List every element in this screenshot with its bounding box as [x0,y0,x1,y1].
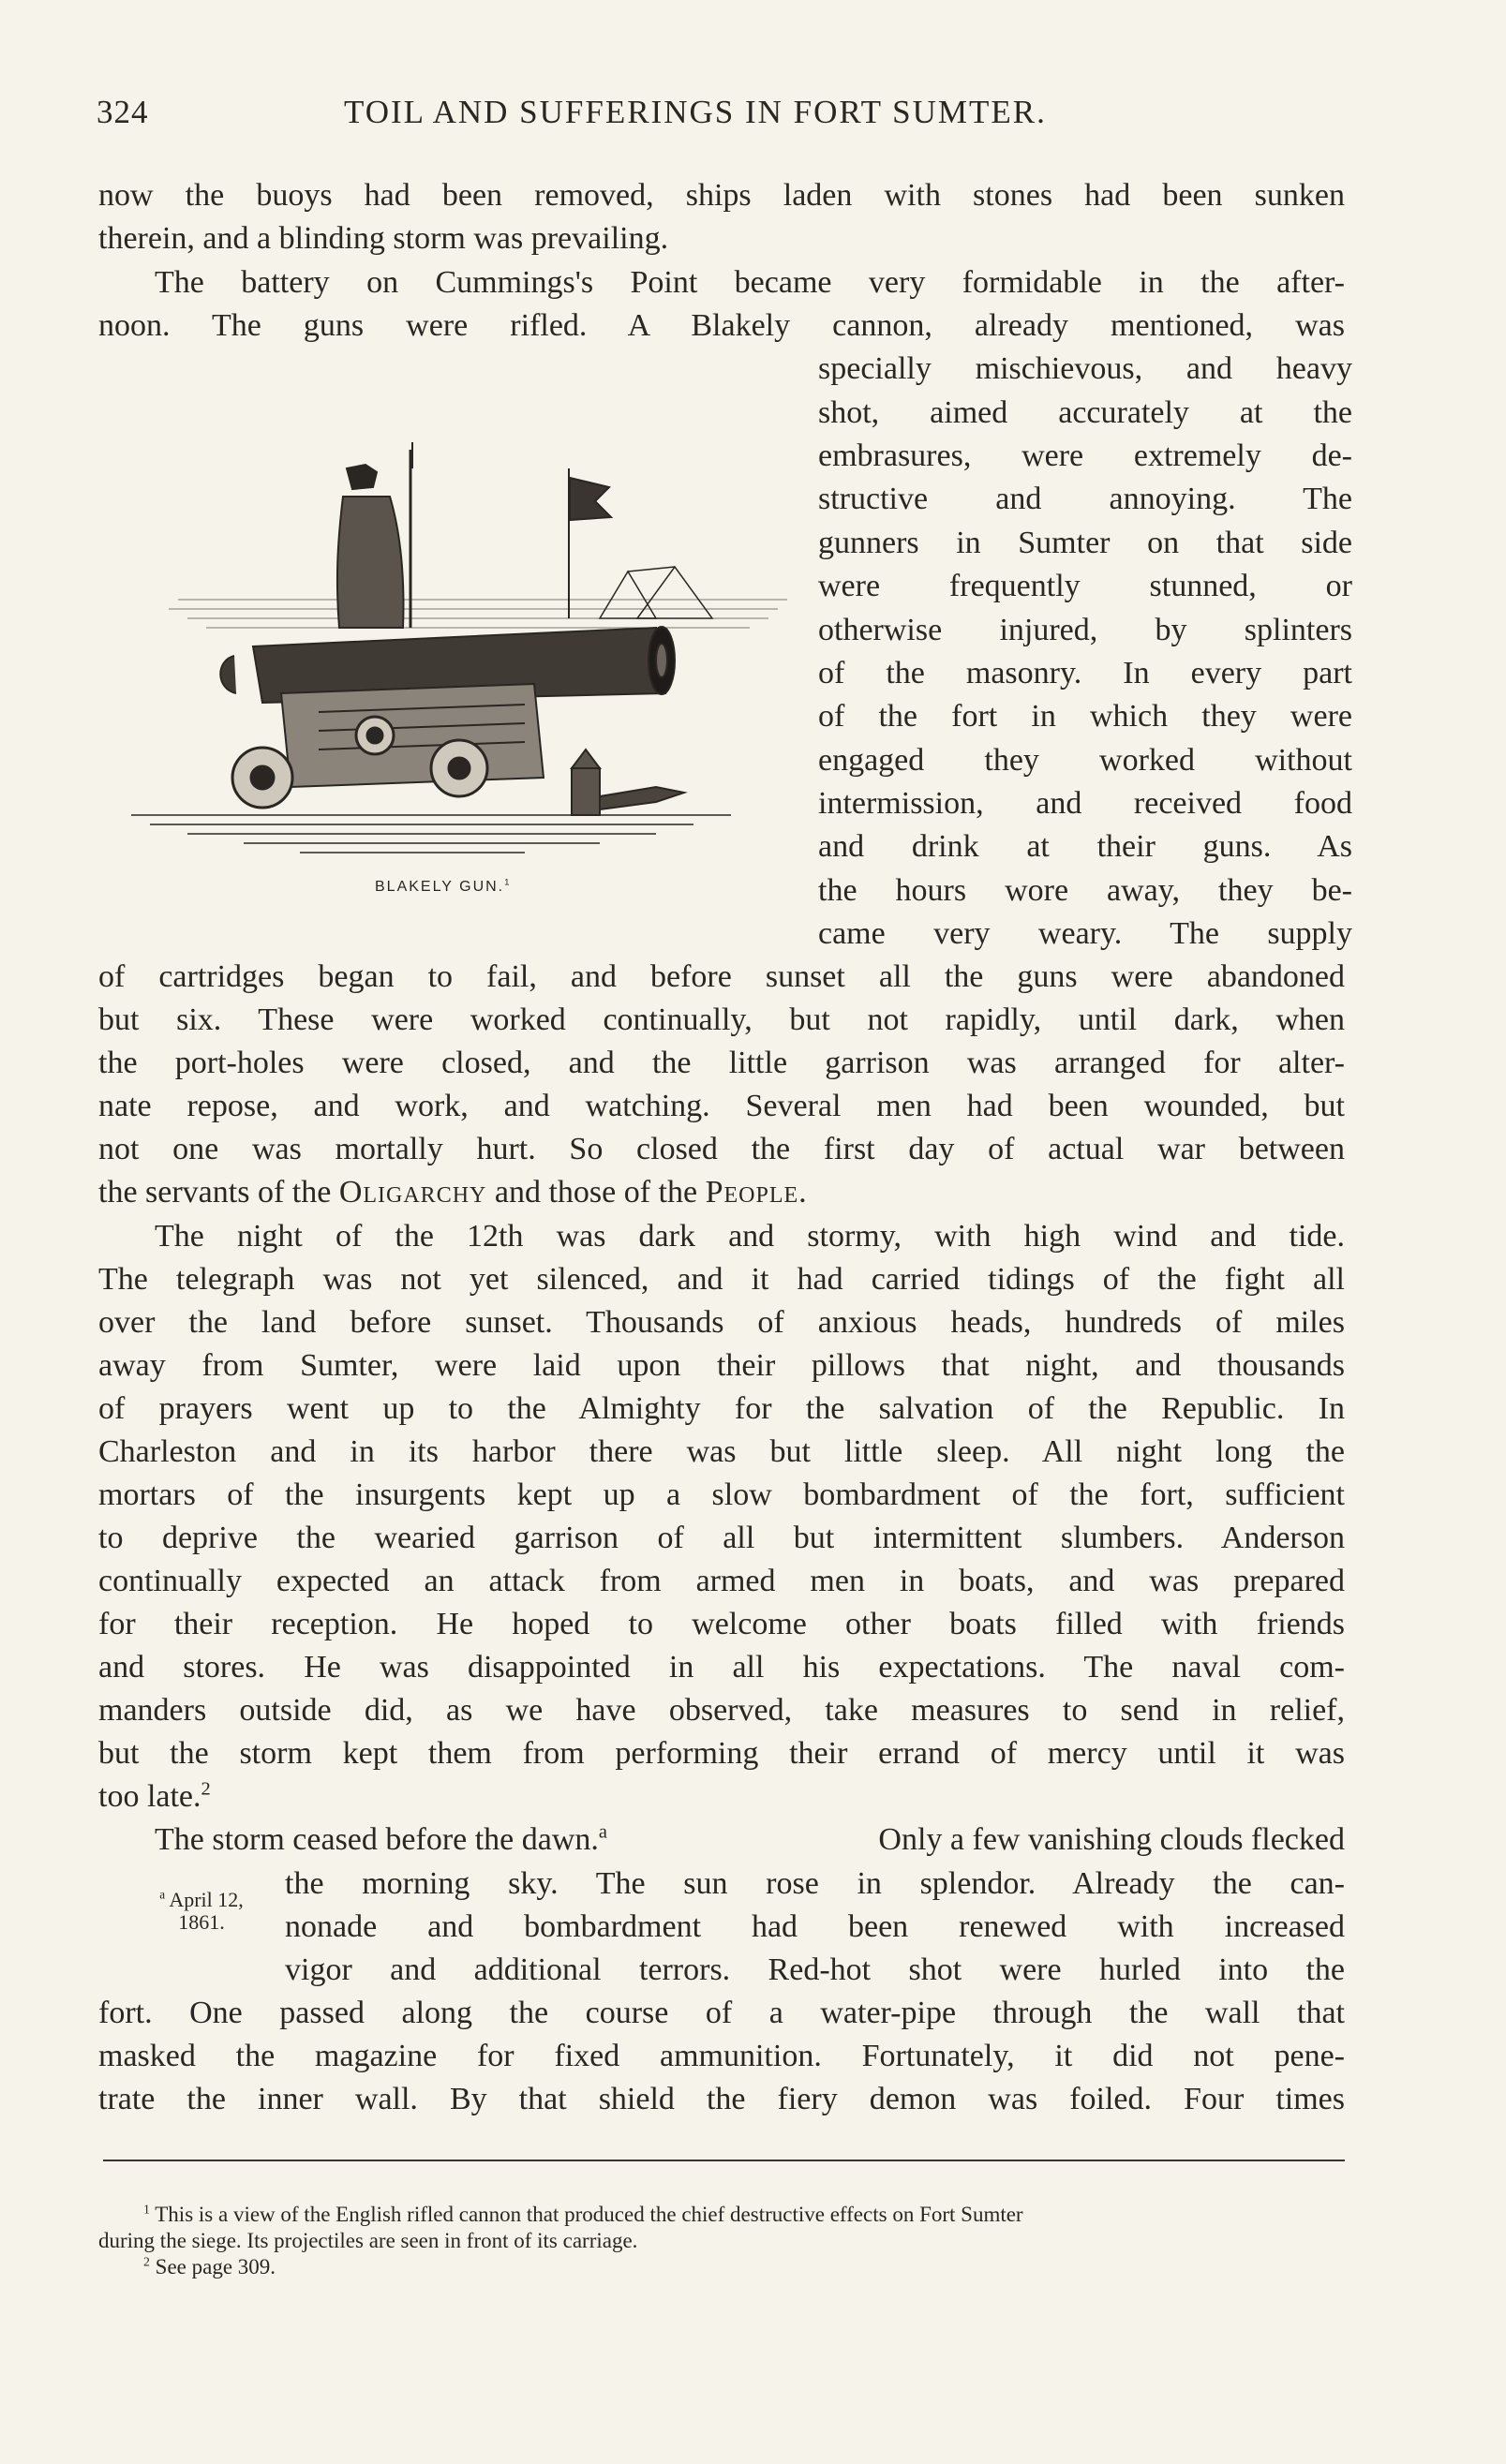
running-header [97,94,1352,141]
body-line: away from Sumter, were laid upon their pillows that night, and thousands [98,1348,1345,1383]
body-line: and drink at their guns. As [818,829,1352,864]
body-text [155,1818,607,1862]
flag [569,468,611,618]
body-line: for their reception. He hoped to welcome other boats filled with friends [98,1607,1345,1641]
body-line: of the fort in which they were [818,699,1352,734]
body-line: and stores. He was disappointed in all his expectations. The naval com- [98,1650,1345,1685]
projectiles [572,750,684,815]
body-line: nate repose, and work, and watching. Several men had been wounded, but [98,1089,1345,1123]
body-line: the morning sky. The sun rose in splendor. Already the can- [285,1866,1345,1901]
margin-note-line1 [131,1889,272,1911]
body-line: trate the inner wall. By that shield the fiery demon was foiled. Four times [98,2082,1345,2116]
body-line: vigor and additional terrors. Red-hot shot were hurled into the [285,1952,1345,1987]
body-line: but the storm kept them from performing their errand of mercy until it was [98,1736,1345,1771]
body-line: The telegraph was not yet silenced, and it had carried tidings of the fight all [98,1262,1345,1297]
footnote-1 [98,2202,1345,2228]
side-note-ref: a [598,1821,607,1843]
footnote-1-marker [143,2203,150,2226]
body-line: mortars of the insurgents kept up a slow bombardment of the fort, sufficient [98,1477,1345,1512]
body-line: The night of the 12th was dark and stormy, with high wind and tide. [155,1219,1345,1254]
body-line: The battery on Cummings's Point became very formidable in the after- [155,265,1345,300]
footnote-2-marker [143,2255,150,2278]
margin-note-date: April 12, [169,1888,244,1911]
soldier-figure [337,442,412,628]
body-line: were frequently stunned, or [818,569,1352,603]
body-line: continually expected an attack from armed men in boats, and was prepared [98,1564,1345,1598]
body-line [98,1171,1345,1214]
body-line: noon. The guns were rifled. A Blakely cannon, already mentioned, was [98,308,1345,343]
body-line: intermission, and received food [818,786,1352,821]
caption-footnote-ref: 1 [504,877,512,888]
margin-date-note [131,1889,272,1934]
body-line: of cartridges began to fail, and before sunset all the guns were abandoned [98,959,1345,994]
page-number: 324 [97,94,149,130]
body-line: Charleston and in its harbor there was but little sleep. All night long the [98,1434,1345,1469]
body-line: the port-holes were closed, and the little garrison was arranged for alter- [98,1046,1345,1080]
gun-carriage [281,684,544,787]
body-line [98,1775,1345,1818]
body-line: came very weary. The supply [818,916,1352,951]
body-line: manders outside did, as we have observed, take measures to send in relief, [98,1693,1345,1728]
body-line: embrasures, were extremely de- [818,438,1352,473]
body-line: specially mischievous, and heavy [818,351,1352,386]
footnote-ref: 2 [201,1778,211,1800]
body-line: masked the magazine for fixed ammunition. Fortunately, it did not pene- [98,2039,1345,2073]
engraving-svg [131,431,787,871]
body-line: nonade and bombardment had been renewed with increased [285,1909,1345,1944]
body-text: too late. [98,1779,201,1814]
oligarchy-smallcaps: Oligarchy [338,1175,487,1210]
caption-text: BLAKELY GUN. [375,879,505,895]
ground-hatching [131,815,731,853]
body-line: over the land before sunset. Thousands of anxious heads, hundreds of miles [98,1305,1345,1340]
body-text-b: Only a few vanishing clouds flecked [878,1822,1345,1857]
footnote-1-cont: during the siege. Its projectiles are seen in front of its carriage. [98,2229,638,2252]
body-line: gunners in Sumter on that side [818,526,1352,560]
body-text: the servants of the [98,1175,332,1210]
body-line: structive and annoying. The [818,482,1352,516]
running-title: TOIL AND SUFFERINGS IN FORT SUMTER. [344,94,1047,130]
margin-note-line2: 1861. [178,1910,225,1934]
body-line: but six. These were worked continually, but not rapidly, until dark, when [98,1002,1345,1037]
footnote-1-line1: This is a view of the English rifled cannon that produced the chief destructive effects on Fort Sumter [155,2203,1023,2226]
body-line: of the masonry. In every part [818,656,1352,690]
footnote-1-number: 1 [143,2202,150,2217]
body-line [155,1818,1345,1862]
body-line: of prayers went up to the Almighty for the salvation of the Republic. In [98,1391,1345,1426]
body-line: engaged they worked without [818,743,1352,778]
blakely-gun-illustration [131,431,787,871]
footnote-2 [98,2254,1345,2280]
body-line: shot, aimed accurately at the [818,395,1352,430]
people-smallcaps: People. [705,1175,808,1210]
body-line: not one was mortally hurt. So closed the first day of actual war between [98,1132,1345,1166]
tents [600,567,712,618]
body-line: the hours wore away, they be- [818,873,1352,908]
body-text: and those of the [494,1175,698,1210]
figure-caption [375,879,511,896]
footnote-2-number: 2 [143,2254,150,2269]
body-line: otherwise injured, by splinters [818,613,1352,647]
body-line: therein, and a blinding storm was prevailing. [98,221,669,256]
footnote-2-text: See page 309. [155,2255,276,2278]
body-line: now the buoys had been removed, ships laden with stones had been sunken [98,178,1345,213]
body-line: to deprive the wearied garrison of all but intermittent slumbers. Anderson [98,1521,1345,1555]
body-text-a: The storm ceased before the dawn. [155,1822,599,1857]
body-line: fort. One passed along the course of a water-pipe through the wall that [98,1996,1345,2030]
footnote-rule [103,2160,1345,2161]
background-lines [169,600,787,628]
margin-note-marker: a [159,1887,166,1902]
